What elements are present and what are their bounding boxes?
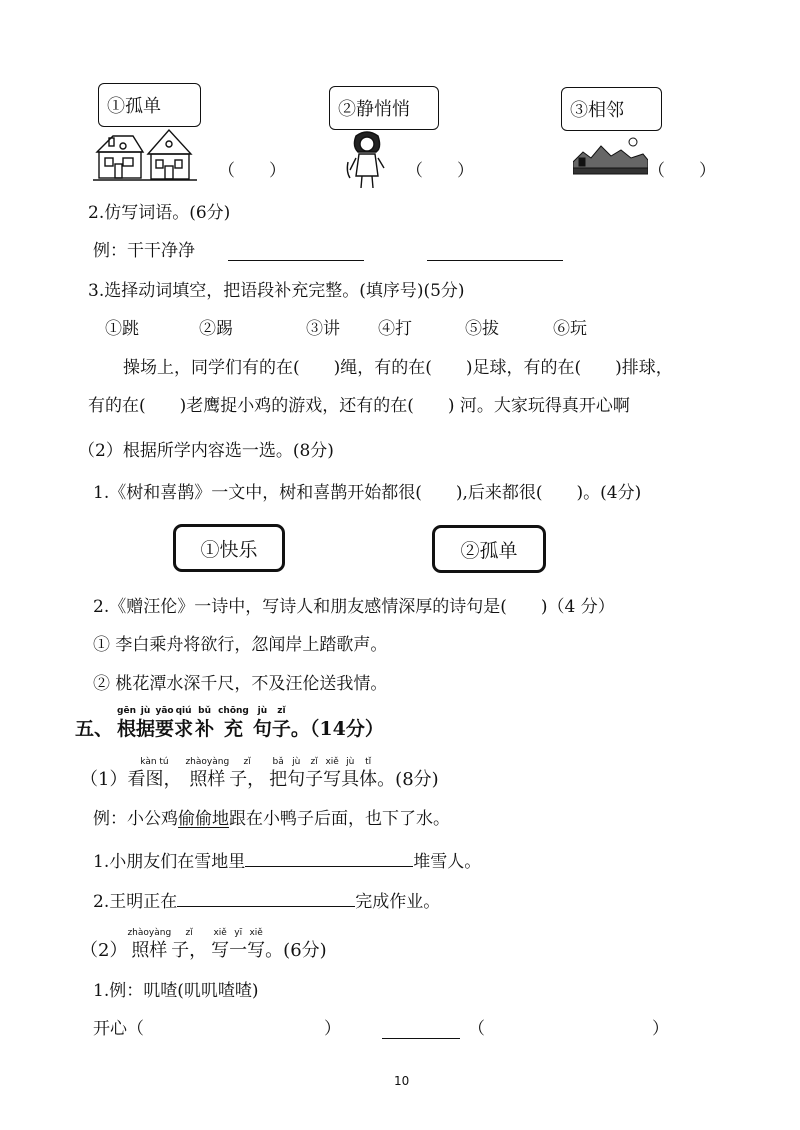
- sub2-example: 1.例：叽喳(叽叽喳喳): [93, 981, 259, 1001]
- hanzi: 体: [359, 769, 378, 790]
- sub1-example-end: 跟在小鸭子后面，也下了水。: [229, 809, 450, 829]
- choice-box-lonely-label: ②孤单: [460, 539, 518, 562]
- girl-illustration: [342, 128, 392, 190]
- landscape-illustration: [573, 134, 648, 178]
- pinyin: zhàoyàng: [185, 757, 230, 767]
- ruby-s1-5: [287, 757, 305, 792]
- part2-opt-1: ① 李白乘舟将欲行，忽闻岸上踏歌声。: [93, 635, 388, 655]
- part2-q1: 1.《树和喜鹊》一文中，树和喜鹊开始都很( ),后来都很( )。(4分): [93, 483, 642, 503]
- hanzi: 补: [195, 718, 215, 740]
- option-label-2: ②静悄悄: [338, 99, 410, 120]
- ruby-4: [174, 706, 193, 741]
- hanzi: 根: [117, 718, 137, 740]
- sub1-q2-blank[interactable]: [177, 892, 355, 907]
- sub2-heading: [80, 928, 327, 963]
- hanzi: 据: [136, 718, 156, 740]
- part2-q2: 2.《赠汪伦》一诗中，写诗人和朋友感情深厚的诗句是( )（4 分）: [93, 597, 615, 617]
- ruby-s2-4: [229, 928, 247, 963]
- hanzi: 照样: [131, 940, 168, 961]
- choice-box-lonely: [432, 525, 546, 573]
- pinyin: xiě: [213, 928, 227, 938]
- answer-paren-3[interactable]: （ ）: [648, 161, 716, 181]
- ruby-8: [272, 706, 291, 741]
- q3-passage-line-1: 操场上，同学们有的在( )绳，有的在( )足球，有的在( )排球，: [123, 358, 673, 378]
- sub2-paren-open-2: （: [468, 1019, 485, 1039]
- ruby-s1-7: [323, 757, 341, 792]
- sub2-prefix: （2）: [80, 940, 128, 961]
- sub1-prefix: （1）: [80, 769, 128, 790]
- q3-passage-line-2: 有的在( )老鹰捉小鸡的游戏，还有的在( ) 河。大家玩得真开心啊: [88, 396, 630, 416]
- q2-example: [93, 240, 195, 262]
- answer-paren-1[interactable]: （ ）: [218, 161, 286, 181]
- sub1-q1: [93, 851, 481, 873]
- ruby-s1-6: [305, 757, 323, 792]
- ruby-s1-9: [359, 757, 377, 792]
- ruby-7: [253, 706, 272, 741]
- sub1-heading: [80, 757, 439, 792]
- sub2-paren-close-2: ）: [652, 1019, 669, 1039]
- q3-opt-4: ④打: [378, 319, 412, 339]
- pinyin: yāo: [155, 706, 174, 716]
- ruby-s2-2: [171, 928, 207, 963]
- hanzi: 把: [269, 769, 288, 790]
- sub2-paren-close-1: ）: [324, 1019, 341, 1039]
- hanzi: 要: [155, 718, 175, 740]
- hanzi: 写: [323, 769, 342, 790]
- pinyin: zǐ: [185, 928, 193, 938]
- sub1-q1-start: 1.小朋友们在雪地里: [93, 852, 246, 872]
- answer-paren-2[interactable]: （ ）: [406, 161, 474, 181]
- option-label-3: ③相邻: [570, 100, 624, 121]
- houses-illustration: [93, 124, 203, 184]
- ruby-s1-2: [185, 757, 229, 792]
- q3-opt-2: ②踢: [199, 319, 233, 339]
- q3-opt-1: ①跳: [105, 319, 139, 339]
- option-box-1: [98, 83, 201, 127]
- q2-example-text: 例：干干净净: [93, 241, 195, 261]
- ruby-2: [136, 706, 155, 741]
- option-box-3: [561, 87, 662, 131]
- ruby-3: [155, 706, 174, 741]
- hanzi: 子，: [229, 769, 266, 790]
- q3-opt-6: ⑥玩: [553, 319, 587, 339]
- sub2-tail: 。(6分): [265, 940, 327, 961]
- ruby-s2-5: [247, 928, 265, 963]
- sub2-word: 开心（: [93, 1019, 144, 1039]
- section-5-number: 五、: [75, 718, 114, 740]
- pinyin: jù: [346, 757, 355, 767]
- sub1-example: [93, 808, 450, 830]
- hanzi: 句: [252, 718, 272, 740]
- pinyin: zǐ: [310, 757, 318, 767]
- choice-box-happy-label: ①快乐: [200, 538, 258, 561]
- hanzi: 充: [223, 718, 243, 740]
- hanzi: 具: [341, 769, 360, 790]
- ruby-1: [117, 706, 136, 741]
- sub1-q1-blank[interactable]: [245, 852, 413, 867]
- q3-title: 3.选择动词填空，把语段补充完整。(填序号)(5分): [88, 281, 465, 301]
- q2-blank-1[interactable]: [228, 246, 364, 261]
- ruby-s1-4: [269, 757, 287, 792]
- pinyin: qiú: [175, 706, 192, 716]
- pinyin: gēn: [117, 706, 136, 716]
- hanzi: 子: [271, 718, 291, 740]
- hanzi: 子，: [171, 940, 208, 961]
- section-5-tail: 。（14分）: [290, 718, 384, 740]
- sub1-example-underlined: 偷偷地: [178, 809, 229, 829]
- hanzi: 照样: [189, 769, 226, 790]
- sub2-blank[interactable]: [382, 1024, 460, 1039]
- part2-opt-2: ② 桃花潭水深千尺，不及汪伦送我情。: [93, 674, 388, 694]
- pinyin: kàn tú: [140, 757, 169, 767]
- option-label-1: ①孤单: [107, 96, 161, 117]
- page-number: 10: [394, 1074, 410, 1088]
- ruby-s1-3: [229, 757, 265, 792]
- pinyin: zhàoyàng: [127, 928, 172, 938]
- pinyin: xiě: [249, 928, 263, 938]
- sub1-example-start: 例：小公鸡: [93, 809, 178, 829]
- pinyin: jù: [292, 757, 301, 767]
- sub1-q2: [93, 891, 440, 913]
- sub1-q1-end: 堆雪人。: [413, 852, 482, 872]
- ruby-s1-1: [127, 757, 181, 792]
- pinyin: chōng: [218, 706, 249, 716]
- ruby-s1-8: [341, 757, 359, 792]
- pinyin: yī: [234, 928, 243, 938]
- ruby-6: [218, 706, 249, 741]
- sub1-q2-start: 2.王明正在: [93, 892, 178, 912]
- pinyin: bǎ: [272, 757, 284, 767]
- q2-title: 2.仿写词语。(6分): [88, 203, 231, 223]
- ruby-s2-3: [211, 928, 229, 963]
- ruby-s2-1: [127, 928, 171, 963]
- sub1-q2-end: 完成作业。: [355, 892, 441, 912]
- pinyin: jù: [140, 706, 151, 716]
- hanzi: 看图，: [127, 769, 182, 790]
- section-5-heading: [75, 706, 384, 741]
- pinyin: jù: [257, 706, 268, 716]
- q3-opt-3: ③讲: [306, 319, 340, 339]
- part2-title: （2）根据所学内容选一选。(8分): [78, 441, 334, 461]
- choice-box-happy: [173, 524, 285, 572]
- sub1-tail: 。(8分): [377, 769, 439, 790]
- pinyin: bǔ: [198, 706, 212, 716]
- pinyin: tǐ: [365, 757, 372, 767]
- q3-opt-5: ⑤拔: [465, 319, 499, 339]
- hanzi: 求: [174, 718, 194, 740]
- q2-blank-2[interactable]: [427, 246, 563, 261]
- hanzi: 写: [211, 940, 230, 961]
- ruby-5: [195, 706, 214, 741]
- pinyin: zǐ: [243, 757, 251, 767]
- hanzi: 句: [287, 769, 306, 790]
- pinyin: zǐ: [277, 706, 286, 716]
- pinyin: xiě: [325, 757, 339, 767]
- option-box-2: [329, 86, 439, 130]
- hanzi: 子: [305, 769, 324, 790]
- hanzi: 写: [247, 940, 266, 961]
- hanzi: 一: [229, 940, 248, 961]
